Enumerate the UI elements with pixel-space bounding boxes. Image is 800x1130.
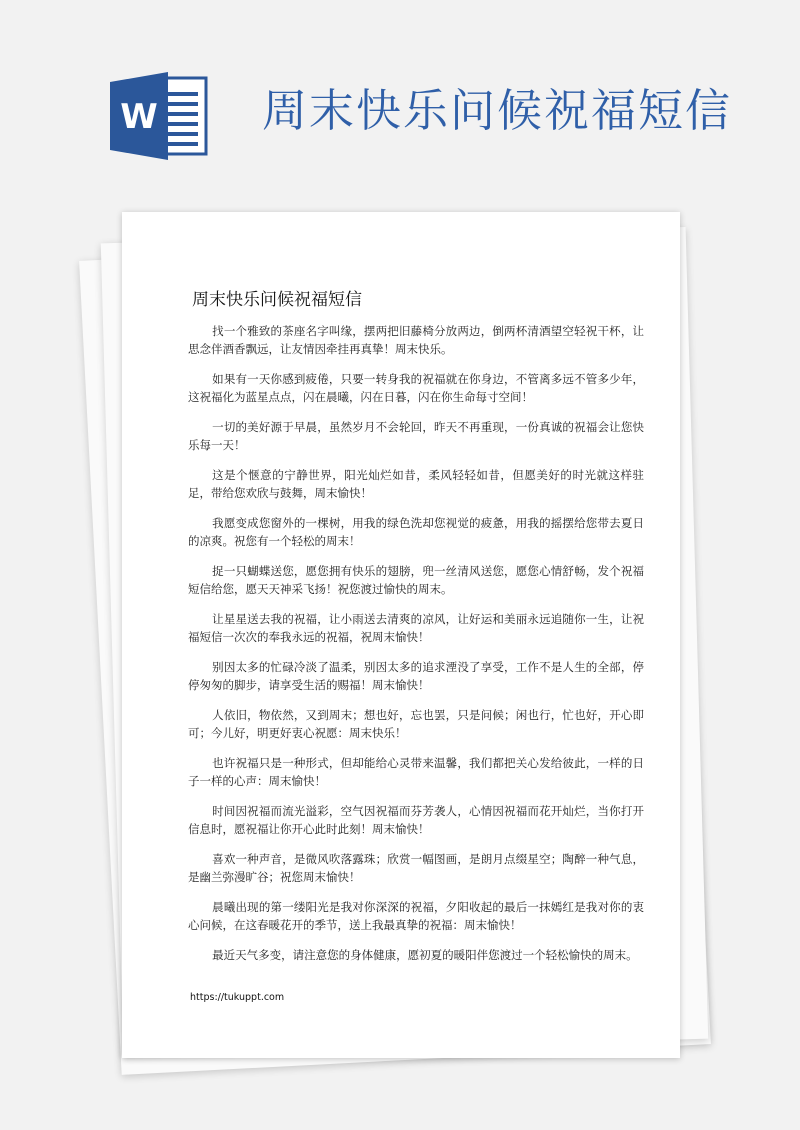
paragraph: 晨曦出现的第一缕阳光是我对你深深的祝福，夕阳收起的最后一抹嫣红是我对你的衷心问候，在这春暖花开的季节，送上我最真挚的祝福：周末愉快！ — [188, 900, 644, 932]
paragraph: 捉一只蝴蝶送您，愿您拥有快乐的翅膀，兜一丝清风送您，愿您心情舒畅，发个祝福短信给您，愿天天神采飞扬！祝您渡过愉快的周末。 — [188, 564, 644, 596]
word-document-icon — [110, 72, 215, 160]
paragraph: 这是个惬意的宁静世界，阳光灿烂如昔，柔风轻轻如昔，但愿美好的时光就这样驻足，带给您欢欣与鼓舞，周末愉快！ — [188, 468, 644, 500]
paragraph: 找一个雅致的茶座名字叫缘，摆两把旧藤椅分放两边，倒两杯清酒望空轻祝干杯，让思念伴酒香飘远，让友情因牵挂再真挚！周末快乐。 — [188, 324, 644, 356]
paragraph: 别因太多的忙碌冷淡了温柔，别因太多的追求湮没了享受，工作不是人生的全部，停停匆匆的脚步，请享受生活的赐福！周末愉快！ — [188, 660, 644, 692]
document-body — [188, 322, 644, 976]
paragraph: 一切的美好源于早晨，虽然岁月不会轮回，昨天不再重现，一份真诚的祝福会让您快乐每一天！ — [188, 420, 644, 452]
document-page — [122, 212, 680, 1058]
header-title: 周末快乐问候祝福短信 — [262, 84, 733, 137]
paragraph: 也许祝福只是一种形式，但却能给心灵带来温馨，我们都把关心发给彼此，一样的日子一样的心声：周末愉快！ — [188, 756, 644, 788]
paragraph: 喜欢一种声音，是微风吹落露珠；欣赏一幅图画，是朗月点缀星空；陶醉一种气息，是幽兰弥漫旷谷；祝您周末愉快！ — [188, 852, 644, 884]
word-logo-letter: W — [120, 97, 158, 137]
paragraph: 时间因祝福而流光溢彩，空气因祝福而芬芳袭人，心情因祝福而花开灿烂，当你打开信息时，愿祝福让你开心此时此刻！周末愉快！ — [188, 804, 644, 836]
paragraph: 如果有一天你感到疲倦，只要一转身我的祝福就在你身边，不管离多远不管多少年，这祝福化为蓝星点点，闪在晨曦，闪在日暮，闪在你生命每寸空间！ — [188, 372, 644, 404]
paragraph: 最近天气多变，请注意您的身体健康，愿初夏的暖阳伴您渡过一个轻松愉快的周末。 — [212, 948, 638, 962]
document-title: 周末快乐问候祝福短信 — [192, 290, 362, 310]
paragraph: 人依旧，物依然，又到周末；想也好，忘也罢，只是问候；闲也行，忙也好，开心即可；今儿好，明更好衷心祝愿：周末快乐！ — [188, 708, 644, 740]
source-url: https://tukuppt.com — [190, 992, 285, 1003]
paragraph: 我愿变成您窗外的一棵树，用我的绿色洗却您视觉的疲惫，用我的摇摆给您带去夏日的凉爽。祝您有一个轻松的周末！ — [188, 516, 644, 548]
paragraph: 让星星送去我的祝福，让小雨送去清爽的凉风，让好运和美丽永远追随你一生，让祝福短信一次次的奉我永远的祝福，祝周末愉快！ — [188, 612, 644, 644]
